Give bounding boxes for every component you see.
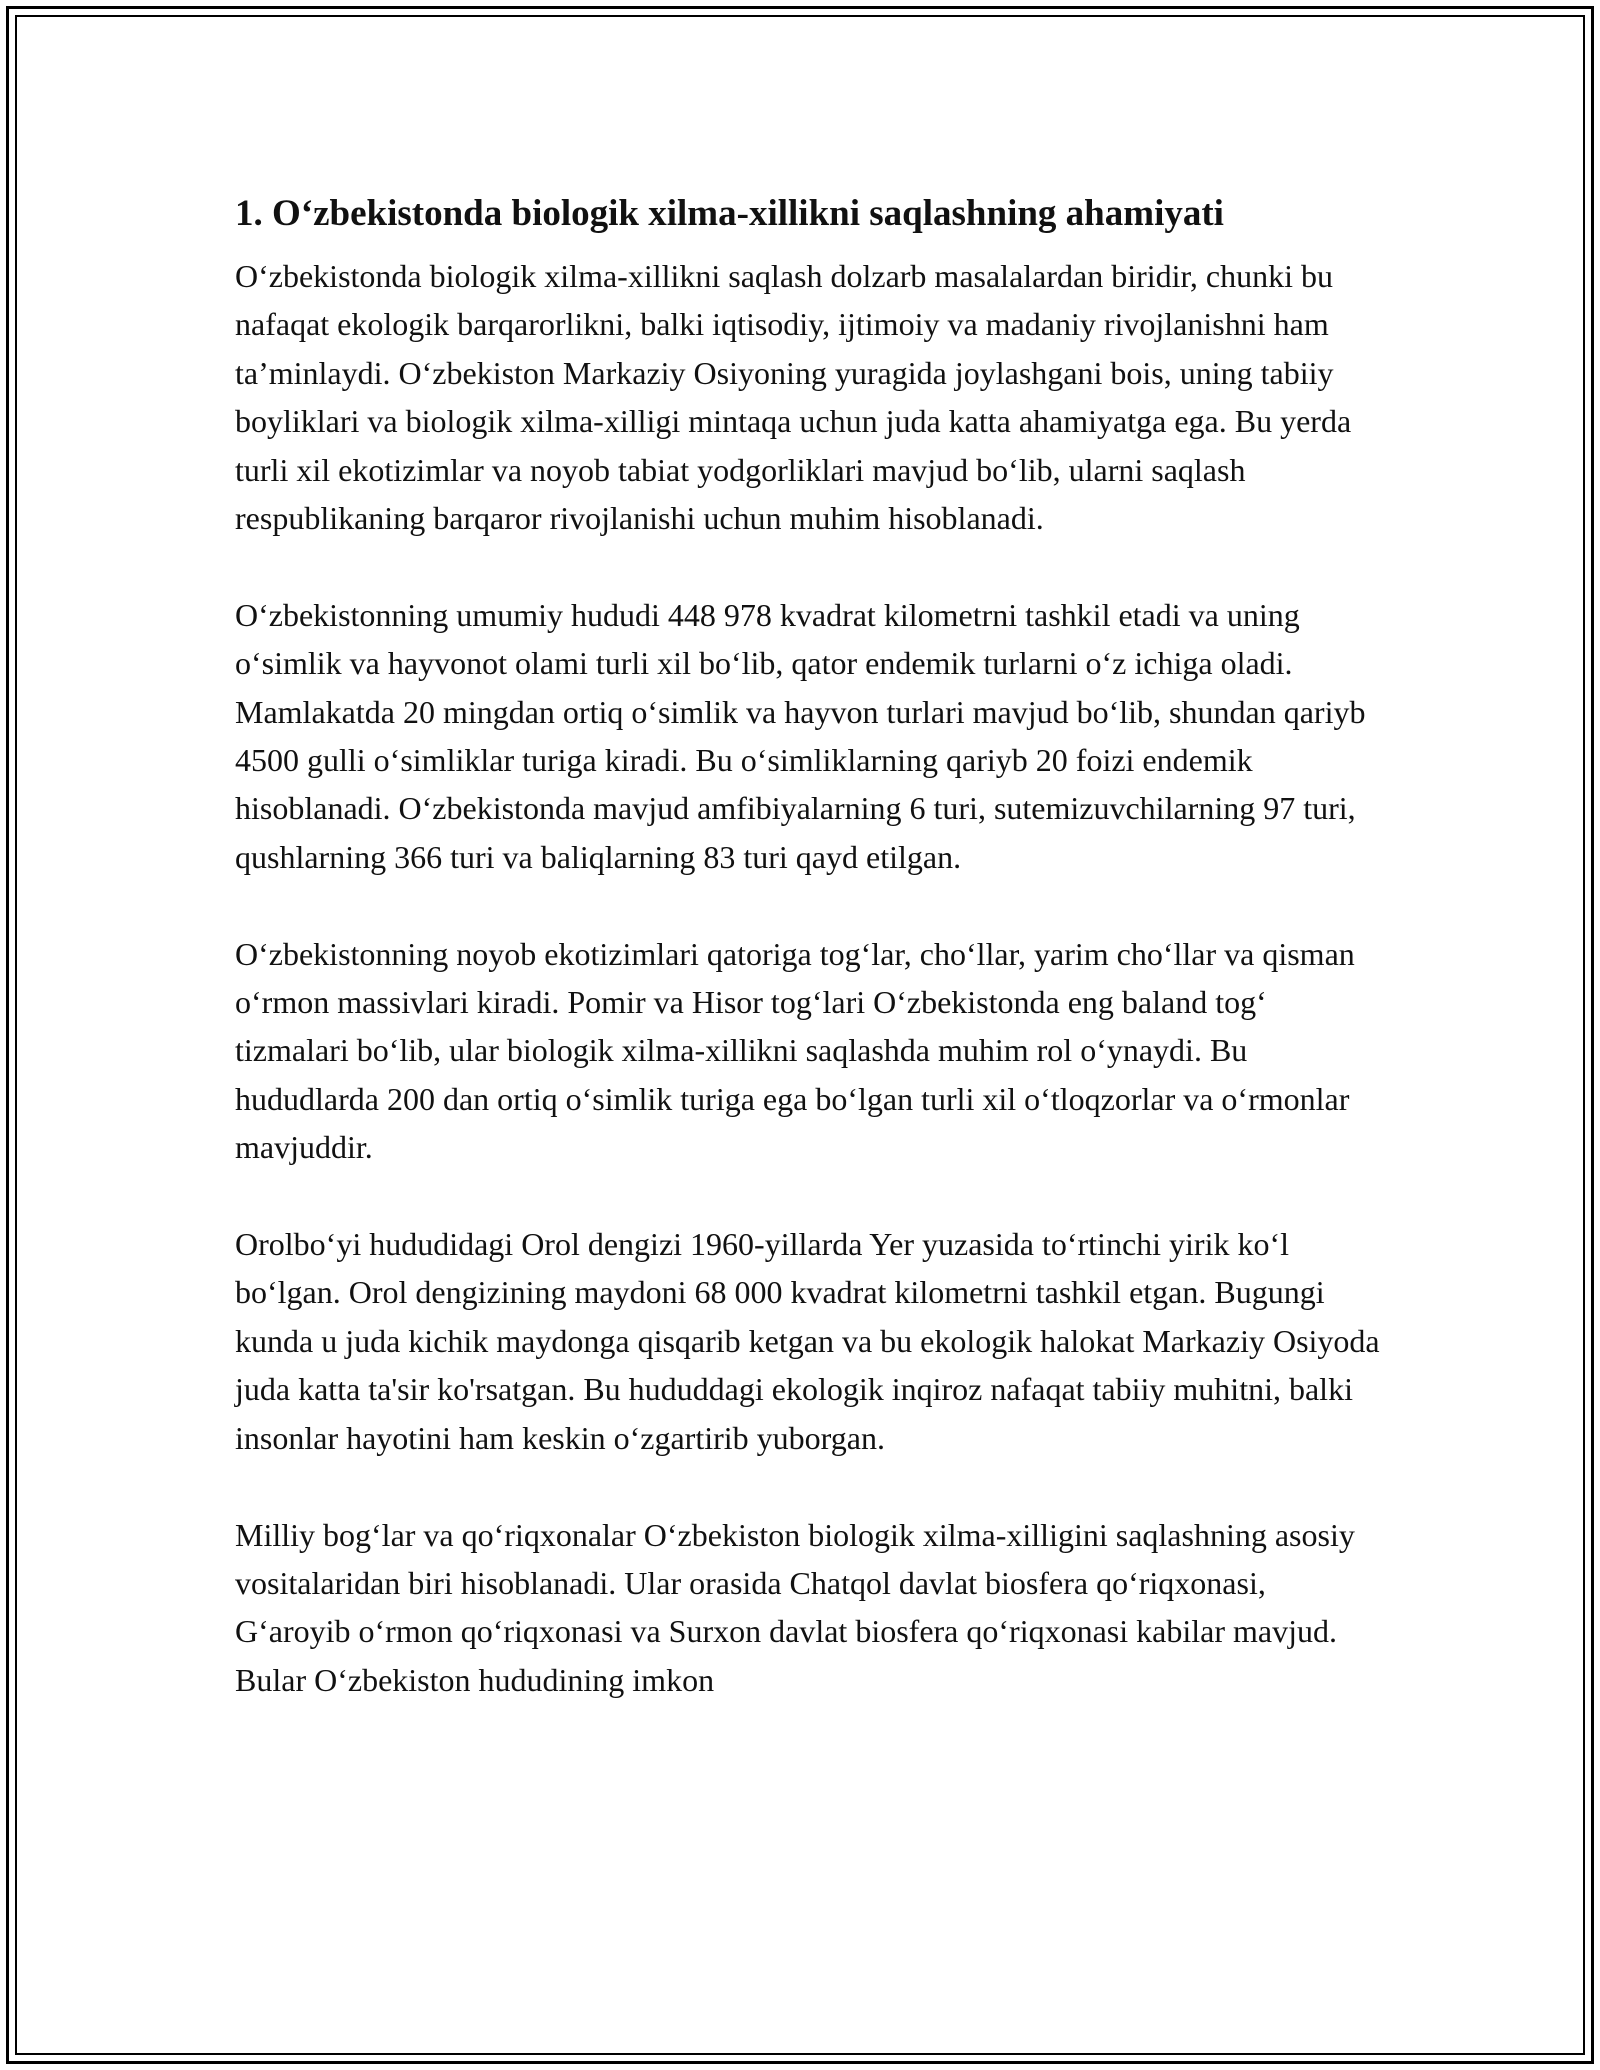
- paragraph-4: Orolbo‘yi hududidagi Orol dengizi 1960-yillarda Yer yuzasida to‘rtinchi yirik ko‘l bo‘lgan. Orol dengizining maydoni 68 000 kvadrat kilometrni tashkil etgan. Bugungi kunda u juda kichik maydonga qisqarib ketgan va bu ekologik halokat Markaziy Osiyoda juda katta ta'sir ko'rsatgan. Bu hududdagi ekologik inqiroz nafaqat tabiiy muhitni, balki insonlar hayotini ham keskin o‘zgartirib yuborgan.: [235, 1226, 1380, 1456]
- paragraph-3: O‘zbekistonning noyob ekotizimlari qatoriga tog‘lar, cho‘llar, yarim cho‘llar va qisman o‘rmon massivlari kiradi. Pomir va Hisor tog‘lari O‘zbekistonda eng baland tog‘ tizmalari bo‘lib, ular biologik xilma-xillikni saqlashda muhim rol o‘ynaydi. Bu hududlarda 200 dan ortiq o‘simlik turiga ega bo‘lgan turli xil o‘tloqzorlar va o‘rmonlar mavjuddir.: [235, 935, 1355, 1166]
- paragraph-2: O‘zbekistonning umumiy hududi 448 978 kvadrat kilometrni tashkil etadi va uning o‘simlik va hayvonot olami turli xil bo‘lib, qator endemik turlarni o‘z ichiga oladi. Mamlakatda 20 mingdan ortiq o‘simlik va hayvon turlari mavjud bo‘lib, shundan qariyb 4500 gulli o‘simliklar turiga kiradi. Bu o‘simliklarning qariyb 20 foizi endemik hisoblanadi. O‘zbekistonda mavjud amfibiyalarning 6 turi, sutemizuvchilarning 97 turi, qushlarning 366 turi va baliqlarning 83 turi qayd etilgan.: [235, 596, 1366, 875]
- section-heading: 1. O‘zbekistonda biologik xilma-xillikni saqlashning ahamiyati: [235, 193, 1224, 234]
- document-body: [235, 188, 1385, 1753]
- paragraph-1: O‘zbekistonda biologik xilma-xillikni saqlash dolzarb masalalardan biridir, chunki bu nafaqat ekologik barqarorlikni, balki iqtisodiy, ijtimoiy va madaniy rivojlanishni ham ta’minlaydi. O‘zbekiston Markaziy Osiyoning yuragida joylashgani bois, uning tabiiy boyliklari va biologik xilma-xilligi mintaqa uchun juda katta ahamiyatga ega. Bu yerda turli xil ekotizimlar va noyob tabiat yodgorliklari mavjud bo‘lib, ularni saqlash respublikaning barqaror rivojlanishi uchun muhim hisoblanadi.: [235, 258, 1352, 537]
- paragraph-5: Milliy bog‘lar va qo‘riqxonalar O‘zbekiston biologik xilma-xilligini saqlashning asosiy vositalaridan biri hisoblanadi. Ular orasida Chatqol davlat biosfera qo‘riqxonasi, G‘aroyib o‘rmon qo‘riqxonasi va Surxon davlat biosfera qo‘riqxonasi kabilar mavjud. Bular O‘zbekiston hududining imkon: [235, 1516, 1355, 1698]
